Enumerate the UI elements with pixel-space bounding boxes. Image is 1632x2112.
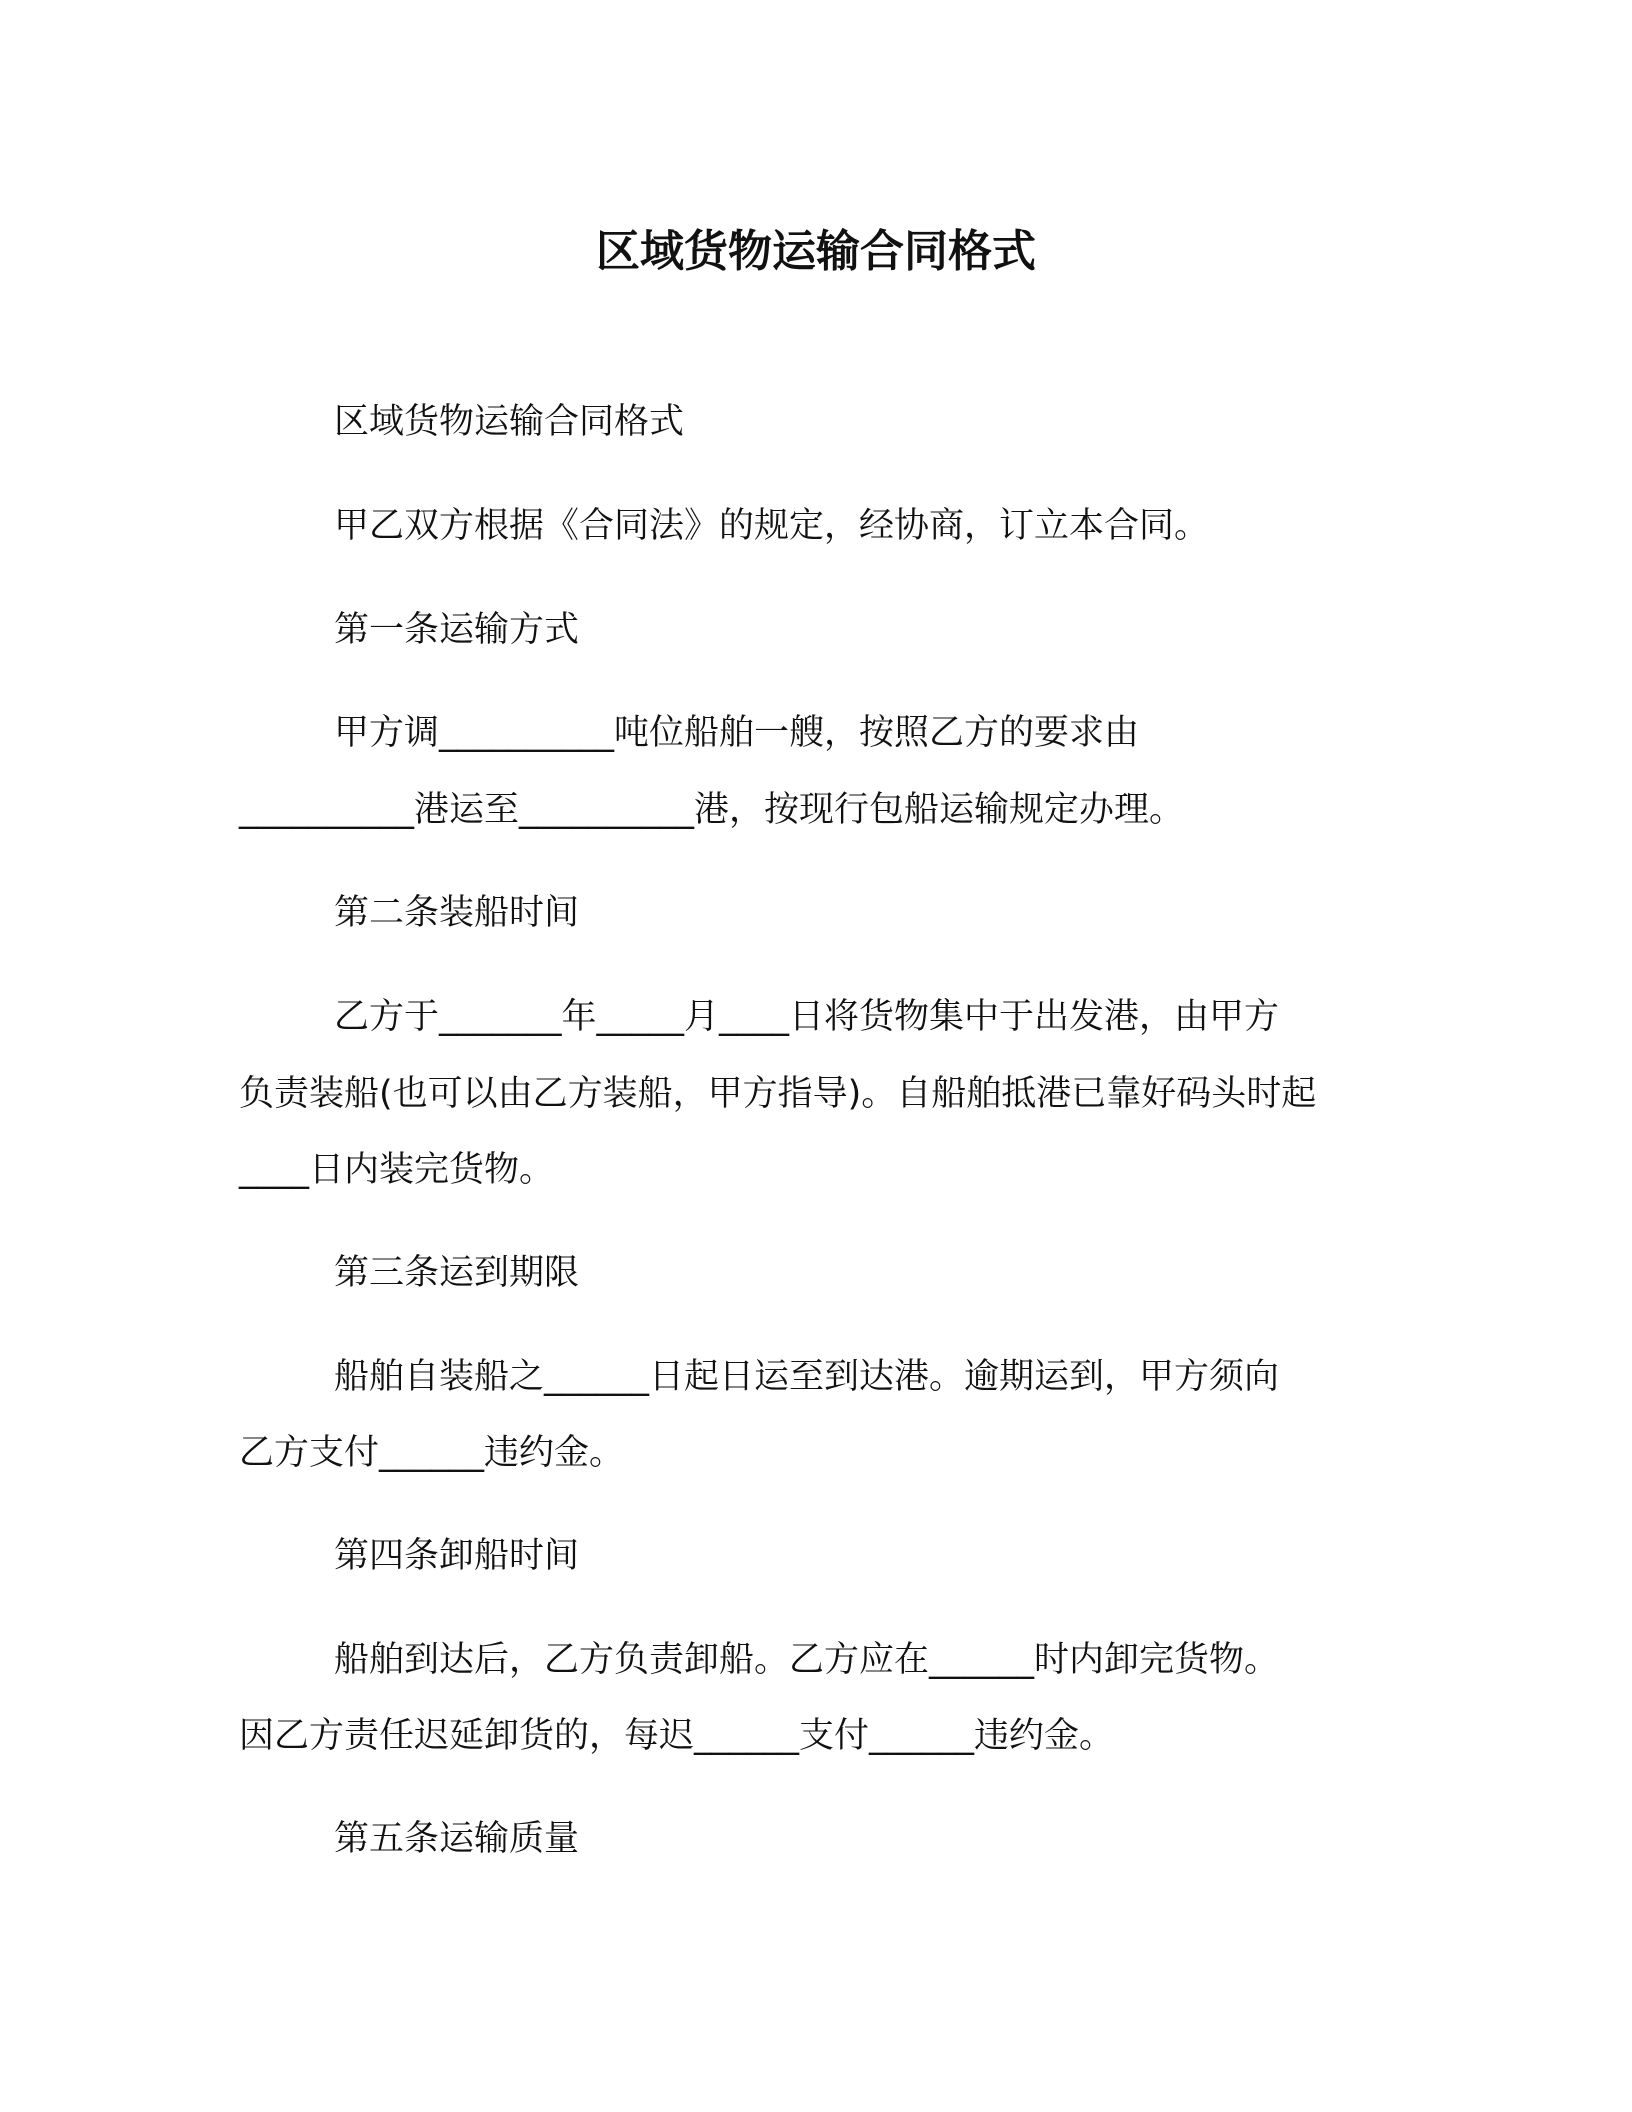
article-3-heading: 第三条运到期限 xyxy=(334,1253,580,1293)
article-1-text-line-2: __________港运至__________港，按现行包船运输规定办理。 xyxy=(239,790,1185,830)
article-4-text-line-2: 因乙方责任迟延卸货的，每迟______支付______违约金。 xyxy=(239,1716,1115,1756)
article-2-text-line-2: 负责装船(也可以由乙方装船，甲方指导)。自船舶抵港已靠好码头时起 xyxy=(239,1074,1317,1114)
article-3-text-line-1: 船舶自装船之______日起日运至到达港。逾期运到，甲方须向 xyxy=(334,1357,1280,1397)
article-3-text-line-2: 乙方支付______违约金。 xyxy=(239,1433,625,1473)
article-2-heading: 第二条装船时间 xyxy=(334,893,580,933)
intro-paragraph: 甲乙双方根据《合同法》的规定，经协商，订立本合同。 xyxy=(334,506,1210,546)
article-4-heading: 第四条卸船时间 xyxy=(334,1536,580,1576)
document-title: 区域货物运输合同格式 xyxy=(596,226,1036,277)
article-5-heading: 第五条运输质量 xyxy=(334,1819,580,1859)
subtitle-line: 区域货物运输合同格式 xyxy=(334,402,685,442)
article-2-text-line-3: ____日内装完货物。 xyxy=(239,1150,555,1190)
article-2-text-line-1: 乙方于_______年_____月____日将货物集中于出发港，由甲方 xyxy=(334,997,1280,1037)
article-4-text-line-1: 船舶到达后，乙方负责卸船。乙方应在______时内卸完货物。 xyxy=(334,1640,1280,1680)
article-1-heading: 第一条运输方式 xyxy=(334,610,580,650)
article-1-text-line-1: 甲方调__________吨位船舶一艘，按照乙方的要求由 xyxy=(334,713,1140,753)
